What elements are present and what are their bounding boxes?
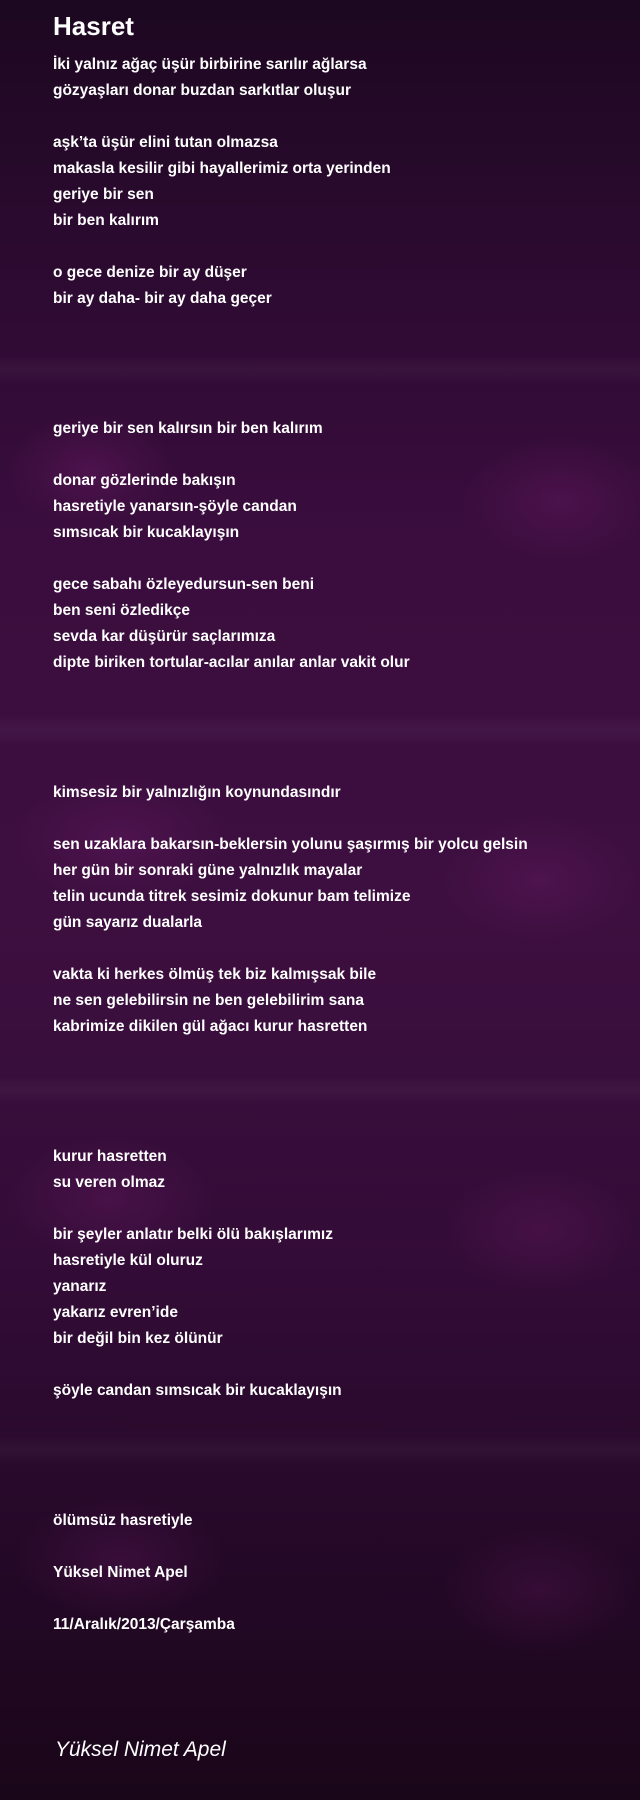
poem-line: kabrimize dikilen gül ağacı kurur hasretten (53, 1018, 368, 1035)
poem-line: kimsesiz bir yalnızlığın koynundasındır (53, 784, 341, 801)
poem-line: su veren olmaz (53, 1174, 165, 1191)
poem-line: dipte biriken tortular-acılar anılar anlar vakit olur (53, 654, 410, 671)
poem-line: sevda kar düşürür saçlarımıza (53, 628, 276, 645)
poem-line: geriye bir sen kalırsın bir ben kalırım (53, 420, 323, 437)
stanza-gap (53, 1534, 613, 1560)
poem-line: yakarız evren’ide (53, 1304, 178, 1321)
poem-line: her gün bir sonraki güne yalnızlık mayalar (53, 862, 363, 879)
poem-line: aşk’ta üşür elini tutan olmazsa (53, 134, 278, 151)
poem-line: bir değil bin kez ölünür (53, 1330, 223, 1347)
stanza-gap (53, 312, 613, 338)
poem-line: gece sabahı özleyedursun-sen beni (53, 576, 314, 593)
poem-line: bir ay daha- bir ay daha geçer (53, 290, 272, 307)
poem-title: Hasret (53, 11, 134, 41)
stanza-gap (53, 754, 613, 780)
stanza-gap (53, 442, 613, 468)
stanza-gap (53, 676, 613, 702)
poem-line: Yüksel Nimet Apel (53, 1564, 188, 1581)
stanza-gap (53, 936, 613, 962)
stanza-gap (53, 1482, 613, 1508)
stanza-gap (53, 1430, 613, 1456)
poem-line: ne sen gelebilirsin ne ben gelebilirim sana (53, 992, 364, 1009)
stanza-gap (53, 390, 613, 416)
poem-body (53, 52, 613, 1638)
poem-line: bir ben kalırım (53, 212, 159, 229)
poem-line: gözyaşları donar buzdan sarkıtlar oluşur (53, 82, 352, 99)
stanza-gap (53, 702, 613, 728)
poem-line: sen uzaklara bakarsın-beklersin yolunu şaşırmış bir yolcu gelsin (53, 836, 528, 853)
stanza-gap (53, 364, 613, 390)
stanza-gap (53, 546, 613, 572)
poem-line: şöyle candan sımsıcak bir kucaklayışın (53, 1382, 342, 1399)
poem-line: kurur hasretten (53, 1148, 167, 1165)
poem-line: İki yalnız ağaç üşür birbirine sarılır ağlarsa (53, 56, 367, 73)
stanza-gap (53, 1040, 613, 1066)
stanza-gap (53, 104, 613, 130)
stanza-gap (53, 1352, 613, 1378)
poem-line: makasla kesilir gibi hayallerimiz orta yerinden (53, 160, 391, 177)
stanza-gap (53, 1586, 613, 1612)
stanza-gap (53, 1092, 613, 1118)
poem-line: ben seni özledikçe (53, 602, 190, 619)
stanza-gap (53, 234, 613, 260)
poem-line: geriye bir sen (53, 186, 154, 203)
stanza-gap (53, 1456, 613, 1482)
stanza-gap (53, 1196, 613, 1222)
author-signature: Yüksel Nimet Apel (55, 1738, 226, 1761)
poem-line: sımsıcak bir kucaklayışın (53, 524, 240, 541)
poem-line: donar gözlerinde bakışın (53, 472, 236, 489)
stanza-gap (53, 1404, 613, 1430)
poem-line: bir şeyler anlatır belki ölü bakışlarımız (53, 1226, 333, 1243)
poem-line: hasretiyle yanarsın-şöyle candan (53, 498, 297, 515)
poem-line: yanarız (53, 1278, 107, 1295)
poem-line: telin ucunda titrek sesimiz dokunur bam telimize (53, 888, 411, 905)
stanza-gap (53, 728, 613, 754)
poem-line: vakta ki herkes ölmüş tek biz kalmışsak bile (53, 966, 377, 983)
poem-line: gün sayarız dualarla (53, 914, 203, 931)
poem-line: o gece denize bir ay düşer (53, 264, 247, 281)
poem-line: 11/Aralık/2013/Çarşamba (53, 1616, 235, 1633)
poem-line: hasretiyle kül oluruz (53, 1252, 203, 1269)
poem-line: ölümsüz hasretiyle (53, 1512, 193, 1529)
stanza-gap (53, 1066, 613, 1092)
stanza-gap (53, 1118, 613, 1144)
stanza-gap (53, 806, 613, 832)
stanza-gap (53, 338, 613, 364)
